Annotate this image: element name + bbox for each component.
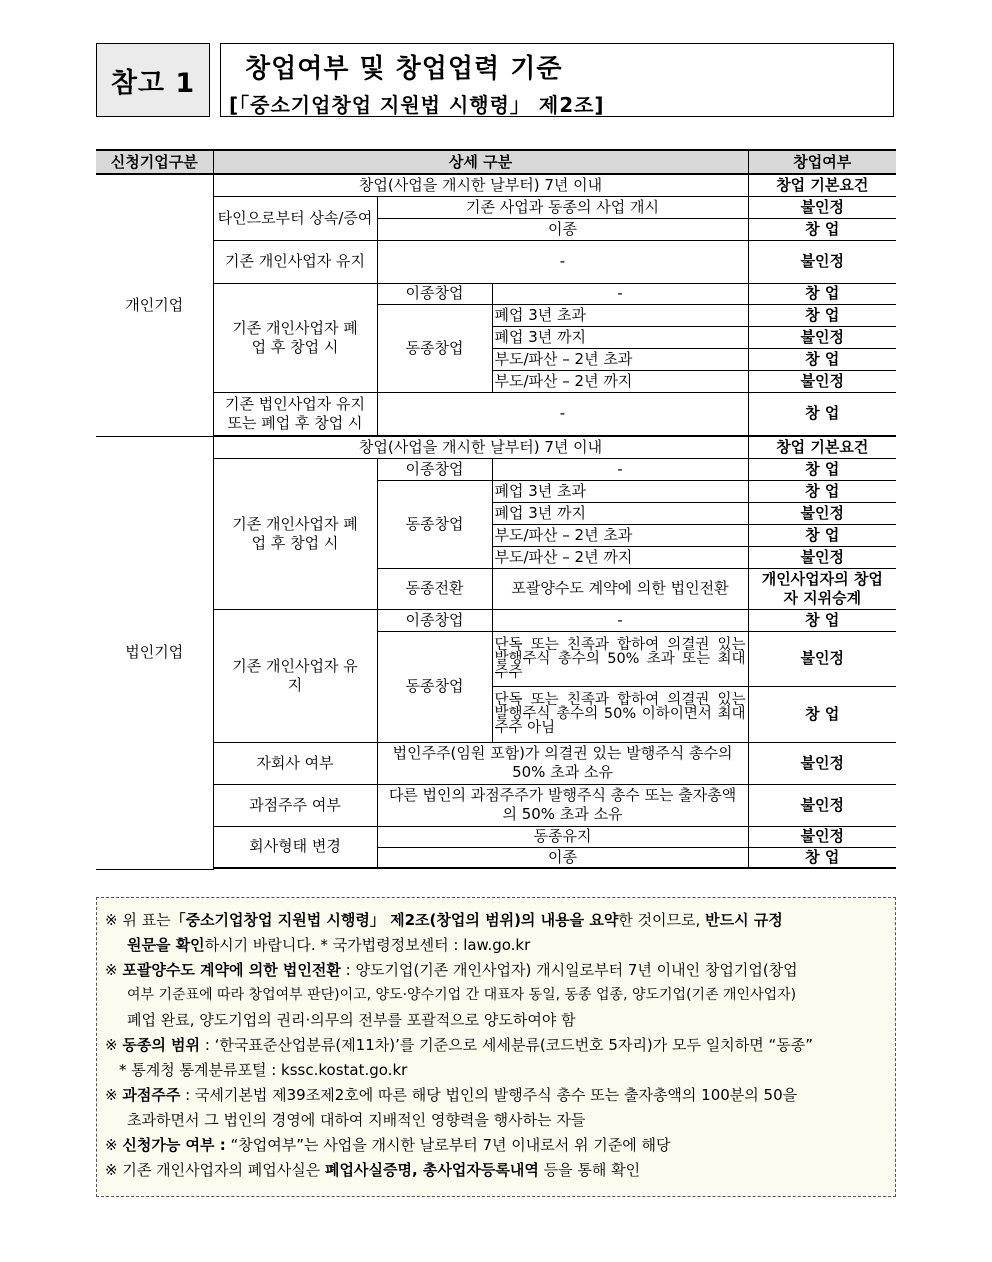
result-cell: 불인정: [748, 742, 896, 784]
detail-cell: 폐업 3년 초과: [492, 304, 748, 326]
category-cell: 기존 개인사업자 폐업 후 창업 시: [213, 283, 377, 392]
note-1: ※ 위 표는「중소기업창업 지원법 시행령」 제2조(창업의 범위)의 내용을 요약한 것이므로, 반드시 규정: [105, 911, 783, 929]
note-2-cont2: 폐업 완료, 양도기업의 권리·의무의 전부를 포괄적으로 양도하여야 함: [127, 1011, 576, 1029]
category-cell: 기존 개인사업자 유지: [213, 240, 377, 283]
category-cell: 회사형태 변경: [213, 826, 377, 868]
category-cell: 기존 개인사업자 폐업 후 창업 시: [213, 458, 377, 609]
note-2-cont1: 여부 기준표에 따라 창업여부 판단)이고, 양도·양수기업 간 대표자 동일, 동종 업종, 양도기업(기존 개인사업자): [127, 987, 797, 1003]
subcategory-cell: 이종창업: [377, 609, 492, 631]
result-cell: 창 업: [748, 218, 896, 240]
result-cell: 창 업: [748, 283, 896, 304]
spacer-row: [96, 868, 896, 869]
result-cell: 창 업: [748, 686, 896, 742]
detail-cell: -: [492, 458, 748, 480]
category-cell: 기존 법인사업자 유지 또는 폐업 후 창업 시: [213, 392, 377, 435]
reference-label: 참고 1: [96, 43, 210, 117]
header-detail: 상세 구분: [213, 150, 748, 174]
note-3-cont: * 통계청 통계분류포털 : kssc.kostat.go.kr: [119, 1061, 408, 1079]
table-row: [96, 742, 896, 784]
subcategory-cell: 이종창업: [377, 458, 492, 480]
table-row: [96, 609, 896, 631]
detail-cell: 법인주주(임원 포함)가 의결권 있는 발행주식 총수의 50% 초과 소유: [377, 742, 748, 784]
note-6: ※ 기존 개인사업자의 폐업사실은 폐업사실증명, 총사업자등록내역 등을 통해 확인: [105, 1161, 641, 1179]
table-row: [96, 283, 896, 304]
result-cell: 불인정: [748, 826, 896, 847]
title-box: [220, 43, 894, 117]
category-cell: 타인으로부터 상속/증여: [213, 196, 377, 240]
result-cell: 창 업: [748, 524, 896, 546]
table-row: [96, 458, 896, 480]
detail-cell: 동종유지: [377, 826, 748, 847]
subcategory-cell: 이종창업: [377, 283, 492, 304]
result-cell: 개인사업자의 창업자 지위승계: [748, 568, 896, 609]
group-corporate: 법인기업: [96, 436, 213, 869]
detail-cell: 다른 법인의 과점주주가 발행주식 총수 또는 출자총액의 50% 초과 소유: [377, 784, 748, 826]
note-4: ※ 과점주주 : 국세기본법 제39조제2호에 따른 해당 법인의 발행주식 총수 또는 출자총액의 100분의 50을: [105, 1086, 798, 1104]
result-cell: 불인정: [748, 631, 896, 686]
detail-cell: 폐업 3년 초과: [492, 480, 748, 502]
detail-cell: 부도/파산 – 2년 초과: [492, 348, 748, 370]
notes-box: [96, 897, 896, 1197]
table-row: [96, 240, 896, 283]
detail-cell: 부도/파산 – 2년 까지: [492, 370, 748, 392]
detail-cell: 창업(사업을 개시한 날부터) 7년 이내: [213, 174, 748, 196]
detail-cell: 포괄양수도 계약에 의한 법인전환: [492, 568, 748, 609]
result-cell: 창 업: [748, 392, 896, 435]
result-cell: 창 업: [748, 847, 896, 868]
result-cell: 불인정: [748, 196, 896, 218]
detail-cell: 부도/파산 – 2년 초과: [492, 524, 748, 546]
table-row: [96, 174, 896, 196]
detail-cell: 기존 사업과 동종의 사업 개시: [377, 196, 748, 218]
page-title: 창업여부 및 창업업력 기준: [245, 54, 563, 84]
page-subtitle: [「중소기업창업 지원법 시행령」 제2조]: [229, 93, 605, 117]
detail-cell: 창업(사업을 개시한 날부터) 7년 이내: [213, 436, 748, 458]
detail-cell: 폐업 3년 까지: [492, 502, 748, 524]
result-cell: 창업 기본요건: [748, 174, 896, 196]
result-cell: 불인정: [748, 370, 896, 392]
result-cell: 불인정: [748, 240, 896, 283]
result-cell: 창 업: [748, 304, 896, 326]
detail-cell: -: [377, 240, 748, 283]
detail-cell: -: [377, 392, 748, 435]
table-row: [96, 196, 896, 218]
table-row: [96, 826, 896, 847]
note-2: ※ 포괄양수도 계약에 의한 법인전환 : 양도기업(기존 개인사업자) 개시일로부터 7년 이내인 창업기업(창업: [105, 961, 798, 979]
category-cell: 자회사 여부: [213, 742, 377, 784]
result-cell: 불인정: [748, 326, 896, 348]
detail-cell: 이종: [377, 218, 748, 240]
table-header-row: [96, 150, 896, 174]
header: [96, 43, 894, 117]
note-3: ※ 동종의 범위 : ‘한국표준산업분류(제11차)’를 기준으로 세세분류(코드번호 5자리)가 모두 일치하면 “동종”: [105, 1036, 814, 1054]
header-result: 창업여부: [748, 150, 896, 174]
subcategory-cell: 동종창업: [377, 304, 492, 392]
table-row: [96, 436, 896, 458]
subcategory-cell: 동종전환: [377, 568, 492, 609]
category-cell: 기존 개인사업자 유지: [213, 609, 377, 742]
category-cell: 과점주주 여부: [213, 784, 377, 826]
subcategory-cell: 동종창업: [377, 631, 492, 742]
detail-cell: 폐업 3년 까지: [492, 326, 748, 348]
detail-cell: -: [492, 609, 748, 631]
subcategory-cell: 동종창업: [377, 480, 492, 568]
table-row: [96, 784, 896, 826]
note-4-cont: 초과하면서 그 법인의 경영에 대하여 지배적인 영향력을 행사하는 자들: [127, 1111, 586, 1129]
detail-cell: 단독 또는 친족과 합하여 의결권 있는 발행주식 총수의 50% 초과 또는 최대주주: [492, 631, 748, 686]
startup-criteria-table: [96, 149, 896, 870]
group-individual: 개인기업: [96, 174, 213, 436]
result-cell: 불인정: [748, 784, 896, 826]
table-row: [96, 392, 896, 435]
detail-cell: 이종: [377, 847, 748, 868]
result-cell: 창 업: [748, 609, 896, 631]
result-cell: 창 업: [748, 348, 896, 370]
header-applicant-type: 신청기업구분: [96, 150, 213, 174]
note-5: ※ 신청가능 여부 : “창업여부”는 사업을 개시한 날로부터 7년 이내로서 위 기준에 해당: [105, 1136, 671, 1154]
detail-cell: 부도/파산 – 2년 까지: [492, 546, 748, 568]
result-cell: 불인정: [748, 502, 896, 524]
result-cell: 창 업: [748, 480, 896, 502]
detail-cell: 단독 또는 친족과 합하여 의결권 있는 발행주식 총수의 50% 이하이면서 최대주주 아님: [492, 686, 748, 742]
note-1-cont: 원문을 확인하시기 바랍니다. * 국가법령정보센터 : law.go.kr: [127, 936, 531, 954]
result-cell: 불인정: [748, 546, 896, 568]
result-cell: 창 업: [748, 458, 896, 480]
detail-cell: -: [492, 283, 748, 304]
result-cell: 창업 기본요건: [748, 436, 896, 458]
